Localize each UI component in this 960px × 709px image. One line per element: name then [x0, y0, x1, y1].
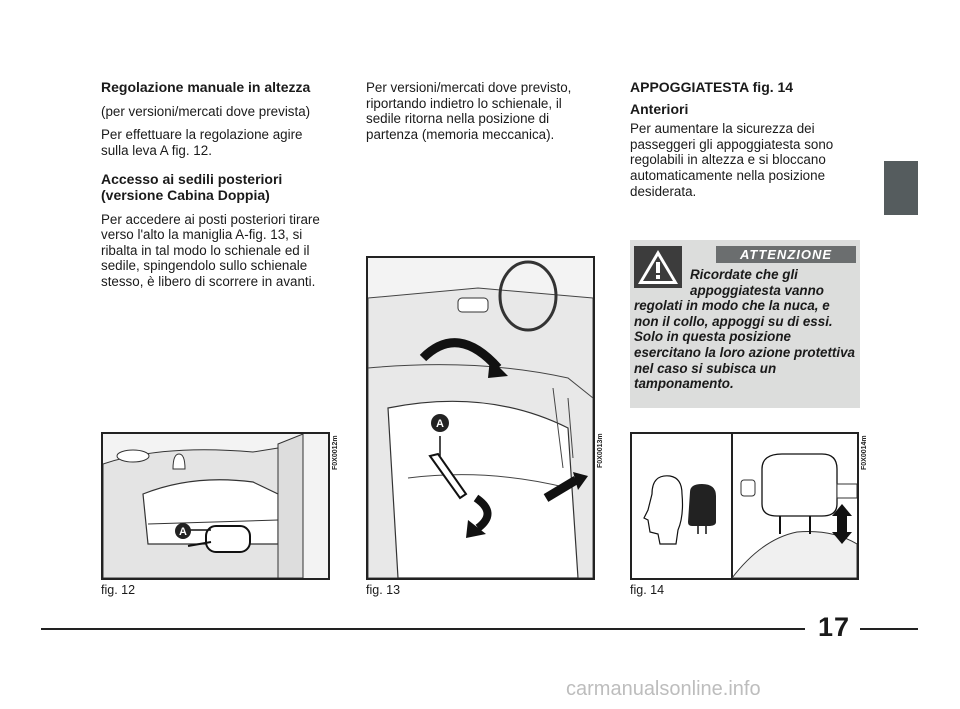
- footer-rule-right: [860, 628, 918, 630]
- figure-14-caption: fig. 14: [630, 583, 665, 597]
- figure-13-code: F0X0013m: [597, 433, 604, 468]
- figure-13-rear-access: [366, 256, 595, 580]
- heading-height-adjust: Regolazione manuale in altezza: [101, 79, 311, 95]
- paragraph-lever: Per effettuare la regolazione agire sulla leva A fig. 12.: [101, 127, 303, 158]
- page-number: 17: [818, 612, 851, 642]
- figure-12-caption: fig. 12: [101, 583, 136, 597]
- figure-14-code: F0X0014m: [861, 435, 868, 470]
- warning-text: Ricordate che gli appoggiatesta vanno regolati in modo che la nuca, e non il collo, appoggi su di essi. Solo in questa posizione esercitano la loro azione protettiva nel caso si subisca un tamponamento.: [634, 267, 856, 392]
- figure-12-code: F0X0012m: [332, 435, 339, 470]
- heading-headrest: APPOGGIATESTA fig. 14: [630, 79, 794, 95]
- paragraph-memory: Per versioni/mercati dove previsto, riportando indietro lo schienale, il sedile ritorna nella posizione di partenza (memoria meccanica).: [366, 80, 572, 142]
- figure-12-label: A: [179, 526, 187, 538]
- paragraph-rear-access: Per accedere ai posti posteriori tirare verso l'alto la maniglia A-fig. 13, si ribalta in tal modo lo schienale ed il sedile, spingendolo sullo schienale stesso, è libero di scorrere in avanti.: [101, 211, 320, 289]
- figure-13-caption: fig. 13: [366, 583, 401, 597]
- figure-12-seat-lever: [101, 432, 330, 580]
- figure-14-headrest: [630, 432, 859, 580]
- paragraph-headrest: Per aumentare la sicurezza dei passeggeri gli appoggiatesta sono regolabili in altezza e si bloccano automaticamente nella posizione desiderata.: [630, 121, 834, 199]
- column-1: [101, 80, 331, 298]
- warning-box: [630, 240, 860, 408]
- warning-title: ATTENZIONE: [716, 246, 856, 263]
- heading-rear-access: Accesso ai sedili posteriori: [101, 171, 283, 188]
- column-3: [630, 80, 862, 207]
- watermark: carmanualsonline.info: [566, 678, 761, 700]
- heading-front: Anteriori: [630, 100, 689, 117]
- figure-13-label: A: [436, 418, 444, 430]
- warning-text-block: [634, 267, 856, 392]
- paragraph-versions: (per versioni/mercati dove prevista): [101, 103, 311, 119]
- heading-rear-access-sub: (versione Cabina Doppia): [101, 186, 270, 203]
- footer-rule-left: [41, 628, 805, 630]
- section-tab: [884, 161, 918, 215]
- column-2: [366, 80, 598, 150]
